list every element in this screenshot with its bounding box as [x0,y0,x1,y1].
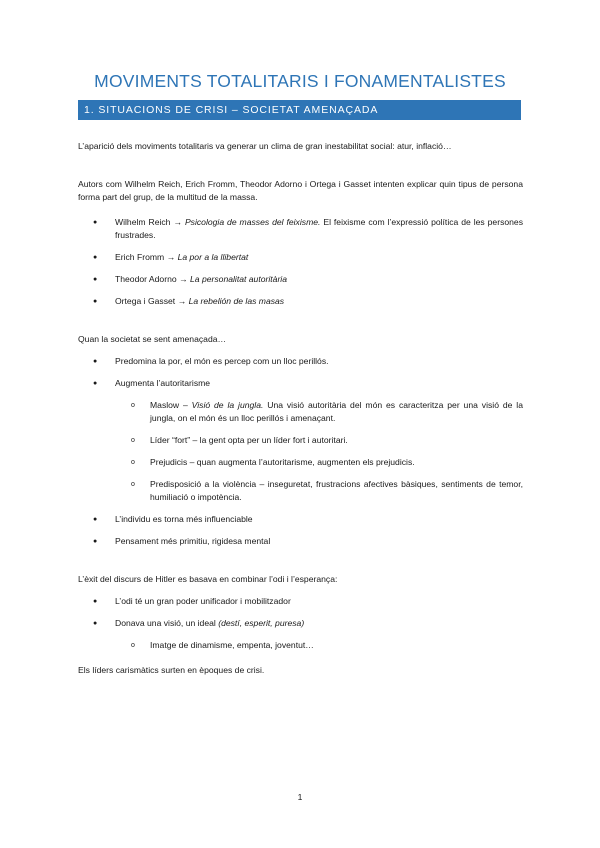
intro-paragraph-1: L’aparició dels moviments totalitaris va generar un clima de gran inestabilitat social: atur, inflació… [78,141,452,151]
bullet-icon: ● [93,620,98,627]
list-item: L’individu es torna més influenciable [115,514,253,524]
author-name: Ortega i Gasset [115,296,176,306]
list-item: Predomina la por, el món es percep com un lloc perillós. [115,356,329,366]
bullet-icon: ● [93,254,98,261]
list-item-author [115,273,523,286]
author-name: Theodor Adorno [115,274,177,284]
bullet-icon: ● [93,298,98,305]
list-item: Pensament més primitiu, rigidesa mental [115,536,271,546]
bullet-icon: ● [93,358,98,365]
sub-list-item: Líder “fort” – la gent opta per un líder fort i autoritari. [150,435,348,445]
arrow-icon: → [179,274,188,284]
sub-bullet-icon: o [131,481,135,488]
document-title: MOVIMENTS TOTALITARIS I FONAMENTALISTES [94,71,506,91]
sub-bullet-icon: o [131,642,135,649]
closing-paragraph: Els líders carismàtics surten en èpoques de crisi. [78,665,265,675]
bullet-icon: ● [93,276,98,283]
list-item-author [115,295,523,308]
author-name: Erich Fromm [115,252,165,262]
arrow-icon: → [166,252,176,262]
sub-list-item: Prejudicis – quan augmenta l’autoritarisme, augmenten els prejudicis. [150,457,415,467]
sub-list-item: Predisposició a la violència – inseguretat, frustracions afectives bàsiques, sentiments de temor, humiliació o impotència. [150,479,523,502]
list-item-author [115,251,523,264]
author-note: El feixisme com l’expressió política de les persones frustrades. [115,217,524,240]
sub-bullet-icon: o [131,402,135,409]
author-work: La rebelión de las masas [188,296,285,306]
intro-paragraph-2: Autors com Wilhelm Reich, Erich Fromm, Theodor Adorno i Ortega i Gasset intenten explicar quin tipus de persona forma part del grup, de la multitud de la massa. [78,179,523,202]
sub-bullet-icon: o [131,459,135,466]
author-name: Wilhelm Reich [115,217,171,227]
list-item: L’odi té un gran poder unificador i mobilitzador [115,596,291,606]
list-item-author [115,216,523,242]
author-work: La por a la llibertat [177,252,249,262]
arrow-icon: → [173,217,182,227]
sub-bullet-icon: o [131,437,135,444]
author-work: Psicologia de masses del feixisme. [184,217,321,227]
sub-list-item: Maslow – Visió de la jungla. Una visió autoritària del món es caracteritza per una visió de la jungla, on el món és un lloc perillós i amenaçant. [150,400,523,423]
bullet-icon: ● [93,380,98,387]
hitler-intro: L’èxit del discurs de Hitler es basava en combinar l’odi i l’esperança: [78,574,338,584]
author-work: La personalitat autoritària [190,274,287,284]
bullet-icon: ● [93,538,98,545]
list-item: Donava una visió, un ideal (destí, esperit, puresa) [115,618,305,628]
bullet-icon: ● [93,598,98,605]
sub-list-item: Imatge de dinamisme, empenta, joventut… [150,640,314,650]
threat-intro: Quan la societat se sent amenaçada… [78,334,227,344]
page-number: 1 [297,792,303,802]
bullet-icon: ● [93,516,98,523]
bullet-icon: ● [93,219,98,226]
list-item: Augmenta l’autoritarisme [115,378,211,388]
arrow-icon: → [177,296,187,306]
section-heading: 1. SITUACIONS DE CRISI – SOCIETAT AMENAÇADA [78,100,521,120]
